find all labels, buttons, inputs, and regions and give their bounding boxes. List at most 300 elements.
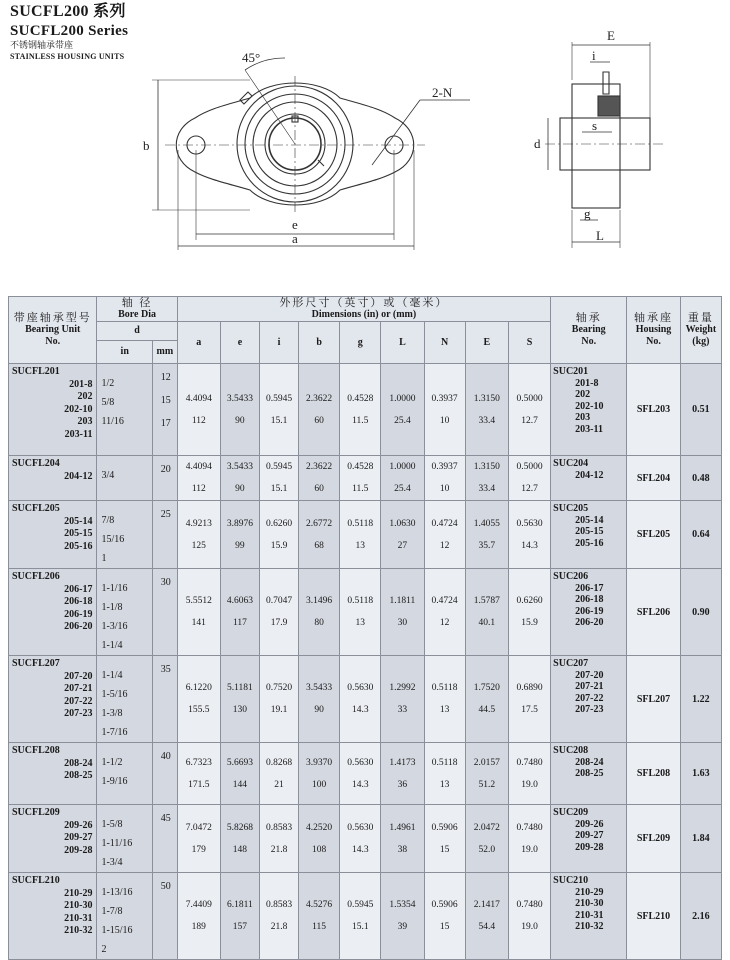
dim-mm: 80 — [314, 618, 324, 628]
dim-cell-e — [220, 501, 259, 569]
unit-sub-no: 207-23 — [64, 708, 93, 719]
col-dim-g: g — [340, 322, 381, 364]
dim-in: 3.1496 — [306, 596, 333, 606]
dim-mm: 157 — [232, 922, 248, 932]
dim-mm: 125 — [191, 540, 206, 551]
dim-in: 0.7480 — [516, 900, 543, 910]
dim-cell-i — [259, 364, 298, 456]
unit-sub-no: 207-21 — [64, 683, 93, 694]
dim-in: 0.4528 — [347, 393, 374, 404]
bore-in: 1-3/16 — [101, 621, 128, 632]
bore-mm: 20 — [160, 464, 171, 475]
dim-in: 0.7520 — [265, 683, 293, 693]
dim-mm: 33.4 — [478, 415, 496, 426]
bearing-cell — [551, 501, 627, 569]
bore-in: 1-1/4 — [101, 640, 123, 651]
dim-mm: 10 — [439, 415, 450, 426]
dim-in: 0.3937 — [431, 462, 458, 472]
dim-cell-g — [340, 743, 381, 805]
dim-cell-e — [220, 569, 259, 656]
dim-mm: 148 — [232, 844, 248, 855]
weight-cell: 0.90 — [680, 569, 721, 656]
dim-cell-g — [340, 501, 381, 569]
i-label: i — [592, 48, 596, 63]
table-row — [9, 501, 722, 569]
dim-cell-e — [220, 456, 259, 501]
unit-sub-no: 208-24 — [64, 757, 93, 769]
e-label: e — [292, 217, 298, 232]
unit-no: SUCFL208 — [12, 745, 60, 756]
bore-in: 1-1/4 — [101, 670, 123, 681]
dim-in: 0.6260 — [516, 596, 543, 606]
E-label: E — [607, 28, 615, 43]
unit-sub-no: 201-8 — [69, 378, 93, 390]
dim-cell-a — [177, 501, 220, 569]
dim-mm: 51.2 — [478, 779, 496, 790]
dim-mm: 90 — [314, 705, 324, 715]
dim-cell-b — [299, 501, 340, 569]
dim-in: 1.3150 — [473, 393, 500, 404]
dim-cell-i — [259, 456, 298, 501]
dim-in: 5.8268 — [226, 822, 253, 833]
dim-in: 4.5276 — [306, 900, 333, 910]
bore-in: 1-11/16 — [101, 838, 133, 849]
dim-mm: 130 — [232, 705, 248, 715]
bearing-sub-no: 206-18 — [575, 594, 604, 605]
housing-cell: SFL205 — [627, 501, 680, 569]
bore-in: 1-9/16 — [101, 776, 128, 787]
bore-in-cell — [97, 501, 153, 569]
col-bearing: 轴承 Bearing No. — [551, 297, 627, 364]
bore-mm-cell — [153, 656, 178, 743]
bearing-sub-no: 203 — [575, 412, 591, 423]
dim-cell-E — [465, 456, 508, 501]
bore-in: 5/8 — [101, 397, 115, 408]
dim-in: 3.9370 — [306, 757, 333, 768]
dim-cell-e — [220, 873, 259, 960]
bore-in: 1-1/16 — [101, 583, 128, 594]
bore-mm: 15 — [160, 395, 171, 406]
dim-in: 4.9213 — [185, 518, 212, 529]
bore-mm-cell — [153, 456, 178, 501]
unit-sub-no: 209-27 — [64, 832, 93, 843]
dim-mm: 68 — [314, 540, 324, 551]
dim-in: 2.3622 — [306, 393, 333, 404]
bore-in: 3/4 — [101, 470, 115, 481]
subtitle-cn: 不锈钢轴承带座 — [10, 40, 74, 50]
dim-mm: 13 — [355, 618, 365, 628]
subtitle-en: STAINLESS HOUSING UNITS — [10, 52, 125, 61]
col-mm: mm — [153, 341, 178, 364]
dim-cell-E — [465, 873, 508, 960]
dim-in: 0.8583 — [265, 900, 293, 910]
dim-cell-b — [299, 364, 340, 456]
bore-in: 11/16 — [101, 416, 124, 427]
bore-in-cell — [97, 873, 153, 960]
dim-cell-i — [259, 805, 298, 873]
unit-sub-no: 208-25 — [64, 770, 93, 781]
bearing-no: SUC210 — [553, 875, 589, 886]
col-in: in — [97, 341, 153, 364]
unit-sub-no: 209-26 — [64, 819, 93, 831]
dim-mm: 17.5 — [521, 705, 538, 715]
bearing-sub-no: 210-32 — [575, 921, 604, 932]
weight-cell: 0.64 — [680, 501, 721, 569]
dim-cell-e — [220, 743, 259, 805]
bearing-sub-no: 207-21 — [575, 681, 604, 692]
unit-no: SUCFL205 — [12, 503, 60, 514]
unit-sub-no: 210-29 — [64, 887, 93, 899]
dim-in: 0.3937 — [431, 393, 458, 404]
unit-cell — [9, 873, 97, 960]
dim-cell-i — [259, 569, 298, 656]
dim-in: 6.1220 — [185, 683, 212, 693]
col-dim-e: e — [220, 322, 259, 364]
dim-mm: 15.9 — [521, 618, 538, 628]
bore-mm-cell — [153, 805, 178, 873]
bearing-cell — [551, 743, 627, 805]
bearing-sub-no: 202-10 — [575, 400, 604, 412]
col-dim-E: E — [465, 322, 508, 364]
housing-cell: SFL210 — [627, 873, 680, 960]
dim-mm: 33.4 — [478, 484, 496, 494]
col-dim-b: b — [299, 322, 340, 364]
dim-in: 3.5433 — [226, 393, 253, 404]
bearing-sub-no: 207-20 — [575, 669, 604, 681]
dim-cell-b — [299, 656, 340, 743]
bore-mm-cell — [153, 569, 178, 656]
dim-mm: 25.4 — [394, 415, 411, 426]
unit-no: SUCFL201 — [12, 366, 60, 377]
dim-cell-i — [259, 743, 298, 805]
dim-cell-S — [508, 364, 550, 456]
dim-in: 0.4724 — [431, 596, 458, 606]
unit-cell — [9, 569, 97, 656]
unit-sub-no: 206-20 — [64, 621, 93, 632]
unit-sub-no: 206-17 — [64, 583, 93, 595]
dim-in: 1.4173 — [389, 757, 416, 768]
dim-mm: 52.0 — [478, 844, 496, 855]
dim-in: 1.0000 — [389, 462, 416, 472]
col-unit: 带座轴承型号 Bearing Unit No. — [9, 297, 97, 364]
unit-sub-no: 210-32 — [64, 925, 93, 936]
bearing-cell — [551, 656, 627, 743]
dim-mm: 21.8 — [270, 844, 288, 855]
dim-mm: 15.1 — [270, 484, 288, 494]
housing-cell: SFL208 — [627, 743, 680, 805]
bore-in-cell — [97, 656, 153, 743]
dim-mm: 35.7 — [478, 540, 496, 551]
housing-cell: SFL206 — [627, 569, 680, 656]
bore-mm-cell — [153, 501, 178, 569]
dim-mm: 33 — [397, 705, 408, 715]
dim-in: 5.6693 — [226, 757, 253, 768]
dim-mm: 36 — [397, 779, 408, 790]
bore-in-cell — [97, 456, 153, 501]
unit-sub-no: 205-16 — [64, 540, 93, 552]
dim-cell-S — [508, 569, 550, 656]
dim-in: 6.1811 — [227, 900, 253, 910]
bearing-no: SUC205 — [553, 503, 589, 514]
b-label: b — [143, 138, 150, 153]
title-cn: SUCFL200 系列 — [10, 3, 126, 20]
angle-label: 45° — [242, 50, 261, 65]
table-row — [9, 656, 722, 743]
col-dimensions: 外形尺寸（英寸）或（毫米） Dimensions (in) or (mm) — [177, 297, 550, 322]
dim-cell-i — [259, 656, 298, 743]
bearing-no: SUC204 — [553, 458, 589, 469]
bearing-cell — [551, 364, 627, 456]
dim-cell-N — [424, 873, 465, 960]
g-label: g — [584, 206, 591, 221]
dim-mm: 13 — [355, 540, 365, 551]
bore-in-cell — [97, 743, 153, 805]
dim-in: 0.6260 — [265, 518, 293, 529]
d-label: d — [534, 136, 541, 151]
dim-in: 6.7323 — [185, 757, 212, 768]
bore-in-cell — [97, 569, 153, 656]
bore-mm: 50 — [160, 881, 171, 892]
dim-in: 3.5433 — [226, 462, 253, 472]
dim-in: 4.4094 — [185, 462, 212, 472]
weight-cell: 1.22 — [680, 656, 721, 743]
dim-in: 2.0472 — [473, 822, 500, 833]
bore-mm-cell — [153, 873, 178, 960]
bore-mm: 25 — [160, 509, 171, 520]
unit-cell — [9, 456, 97, 501]
bearing-no: SUC209 — [553, 807, 589, 818]
dim-mm: 17.9 — [270, 618, 288, 628]
unit-sub-no: 204-12 — [64, 470, 93, 482]
weight-cell: 0.51 — [680, 364, 721, 456]
dim-in: 0.5118 — [431, 683, 458, 693]
bore-in: 1-15/16 — [101, 925, 133, 936]
dim-in: 0.5945 — [265, 393, 293, 404]
dim-in: 1.1811 — [389, 596, 416, 606]
col-dim-i: i — [259, 322, 298, 364]
dim-in: 1.0000 — [389, 393, 416, 404]
dim-in: 0.5630 — [516, 518, 543, 529]
dim-mm: 19.1 — [270, 705, 288, 715]
dim-mm: 54.4 — [478, 922, 496, 932]
dim-in: 1.2992 — [389, 683, 416, 693]
dim-cell-g — [340, 569, 381, 656]
bearing-sub-no: 207-23 — [575, 704, 604, 715]
front-view — [152, 58, 470, 250]
dim-in: 0.5118 — [347, 518, 374, 529]
bearing-sub-no: 209-26 — [575, 818, 604, 830]
dim-cell-g — [340, 656, 381, 743]
dim-cell-g — [340, 873, 381, 960]
dim-in: 2.3622 — [306, 462, 333, 472]
dim-cell-e — [220, 805, 259, 873]
dim-cell-b — [299, 743, 340, 805]
dim-mm: 90 — [235, 415, 245, 426]
dim-mm: 14.3 — [351, 705, 369, 715]
side-view — [545, 42, 665, 248]
dim-in: 2.6772 — [306, 518, 333, 529]
dim-in: 4.4094 — [185, 393, 212, 404]
dim-cell-N — [424, 456, 465, 501]
bore-in: 1-3/4 — [101, 857, 123, 868]
dim-in: 0.8268 — [265, 757, 293, 768]
bore-in: 2 — [101, 944, 107, 955]
bore-in: 1 — [101, 553, 107, 564]
unit-cell — [9, 501, 97, 569]
bore-in-cell — [97, 805, 153, 873]
bearing-sub-no: 208-24 — [575, 756, 604, 768]
dim-mm: 14.3 — [521, 540, 538, 551]
col-dim-a: a — [177, 322, 220, 364]
dim-mm: 108 — [311, 844, 327, 855]
dim-mm: 15.1 — [351, 922, 369, 932]
dim-in: 5.5512 — [185, 596, 212, 606]
bearing-cell — [551, 805, 627, 873]
dim-mm: 39 — [397, 922, 408, 932]
unit-cell — [9, 364, 97, 456]
weight-cell: 0.48 — [680, 456, 721, 501]
dim-cell-E — [465, 743, 508, 805]
dim-mm: 171.5 — [188, 779, 210, 790]
col-housing: 轴承座 Housing No. — [627, 297, 680, 364]
unit-sub-no: 210-30 — [64, 900, 93, 911]
dim-in: 0.7047 — [265, 596, 293, 606]
bearing-cell — [551, 456, 627, 501]
table-header — [9, 297, 722, 364]
dim-mm: 14.3 — [351, 779, 369, 790]
dim-mm: 19.0 — [521, 844, 538, 855]
dim-cell-L — [381, 364, 424, 456]
bore-in: 1-1/8 — [101, 602, 123, 613]
dim-in: 0.6890 — [516, 683, 543, 693]
dim-mm: 12 — [439, 540, 450, 551]
unit-sub-no: 209-28 — [64, 844, 93, 856]
dim-cell-L — [381, 501, 424, 569]
dim-mm: 141 — [191, 618, 206, 628]
holes-label: 2-N — [432, 85, 453, 100]
dim-in: 0.5906 — [431, 822, 458, 833]
dim-cell-L — [381, 569, 424, 656]
weight-cell: 1.84 — [680, 805, 721, 873]
dim-cell-a — [177, 873, 220, 960]
table-body — [9, 364, 722, 960]
dim-mm: 27 — [397, 540, 408, 551]
dim-in: 0.8583 — [265, 822, 293, 833]
dim-mm: 117 — [232, 618, 247, 628]
unit-cell — [9, 743, 97, 805]
housing-cell: SFL203 — [627, 364, 680, 456]
unit-sub-no: 206-18 — [64, 596, 93, 607]
dim-cell-a — [177, 805, 220, 873]
bore-in: 1-5/16 — [101, 689, 128, 700]
bearing-sub-no: 210-30 — [575, 898, 604, 909]
col-dim-L: L — [381, 322, 424, 364]
bore-mm: 45 — [160, 813, 171, 824]
dim-cell-a — [177, 656, 220, 743]
dim-mm: 21 — [274, 779, 284, 790]
dim-mm: 11.5 — [352, 484, 369, 494]
unit-sub-no: 203 — [77, 416, 93, 427]
dim-mm: 25.4 — [394, 484, 411, 494]
bore-in: 1-1/2 — [101, 757, 123, 768]
dim-cell-L — [381, 743, 424, 805]
dim-in: 0.5630 — [347, 757, 374, 768]
dim-mm: 11.5 — [352, 415, 369, 426]
dim-cell-L — [381, 456, 424, 501]
weight-cell: 1.63 — [680, 743, 721, 805]
dim-in: 3.8976 — [226, 518, 253, 529]
dim-in: 3.5433 — [306, 683, 333, 693]
dim-mm: 12.7 — [521, 415, 538, 426]
bearing-sub-no: 207-22 — [575, 692, 604, 704]
bearing-sub-no: 205-15 — [575, 526, 604, 537]
dim-in: 1.7520 — [473, 683, 500, 693]
table-row — [9, 456, 722, 501]
unit-sub-no: 207-20 — [64, 670, 93, 682]
dim-cell-N — [424, 501, 465, 569]
dim-in: 0.7480 — [516, 757, 543, 768]
dim-cell-E — [465, 569, 508, 656]
table-row — [9, 569, 722, 656]
L-label: L — [596, 228, 604, 243]
dim-mm: 60 — [314, 415, 324, 426]
dim-in: 0.5118 — [431, 757, 458, 768]
unit-sub-no: 206-19 — [64, 608, 93, 620]
unit-sub-no: 202-10 — [64, 403, 93, 415]
unit-sub-no: 202 — [77, 391, 93, 402]
dim-cell-N — [424, 364, 465, 456]
dim-cell-S — [508, 873, 550, 960]
bearing-no: SUC201 — [553, 366, 589, 377]
bore-mm: 30 — [160, 577, 171, 588]
bearing-no: SUC207 — [553, 658, 589, 669]
housing-cell: SFL204 — [627, 456, 680, 501]
dim-mm: 14.3 — [351, 844, 369, 855]
unit-no: SUCFL204 — [12, 458, 60, 469]
housing-cell: SFL207 — [627, 656, 680, 743]
dim-in: 2.0157 — [473, 757, 500, 768]
bearing-cell — [551, 569, 627, 656]
s-label: s — [592, 118, 598, 133]
dim-cell-a — [177, 364, 220, 456]
unit-sub-no: 205-14 — [64, 515, 93, 527]
col-dim-S: S — [508, 322, 550, 364]
dim-in: 0.5118 — [347, 596, 374, 606]
dim-mm: 19.0 — [521, 779, 538, 790]
unit-no: SUCFL210 — [12, 875, 60, 886]
bore-in: 15/16 — [101, 534, 125, 545]
dim-cell-b — [299, 805, 340, 873]
bearing-sub-no: 210-31 — [575, 909, 604, 921]
dim-in: 1.4055 — [473, 518, 500, 529]
drawing-labels — [143, 28, 615, 246]
bore-in: 1-3/8 — [101, 708, 123, 719]
dim-in: 4.2520 — [306, 822, 333, 833]
bearing-sub-no: 206-20 — [575, 617, 604, 628]
dim-in: 0.5945 — [265, 462, 293, 472]
dim-in: 0.5630 — [347, 683, 374, 693]
dim-in: 2.1417 — [473, 900, 500, 910]
bearing-sub-no: 208-25 — [575, 768, 604, 779]
dim-cell-S — [508, 743, 550, 805]
dim-mm: 115 — [312, 922, 327, 932]
dim-mm: 179 — [191, 844, 206, 855]
dim-in: 0.5000 — [516, 393, 543, 404]
bore-in: 1-7/16 — [101, 727, 128, 738]
dim-cell-S — [508, 656, 550, 743]
dim-mm: 99 — [235, 540, 245, 551]
dim-cell-N — [424, 656, 465, 743]
